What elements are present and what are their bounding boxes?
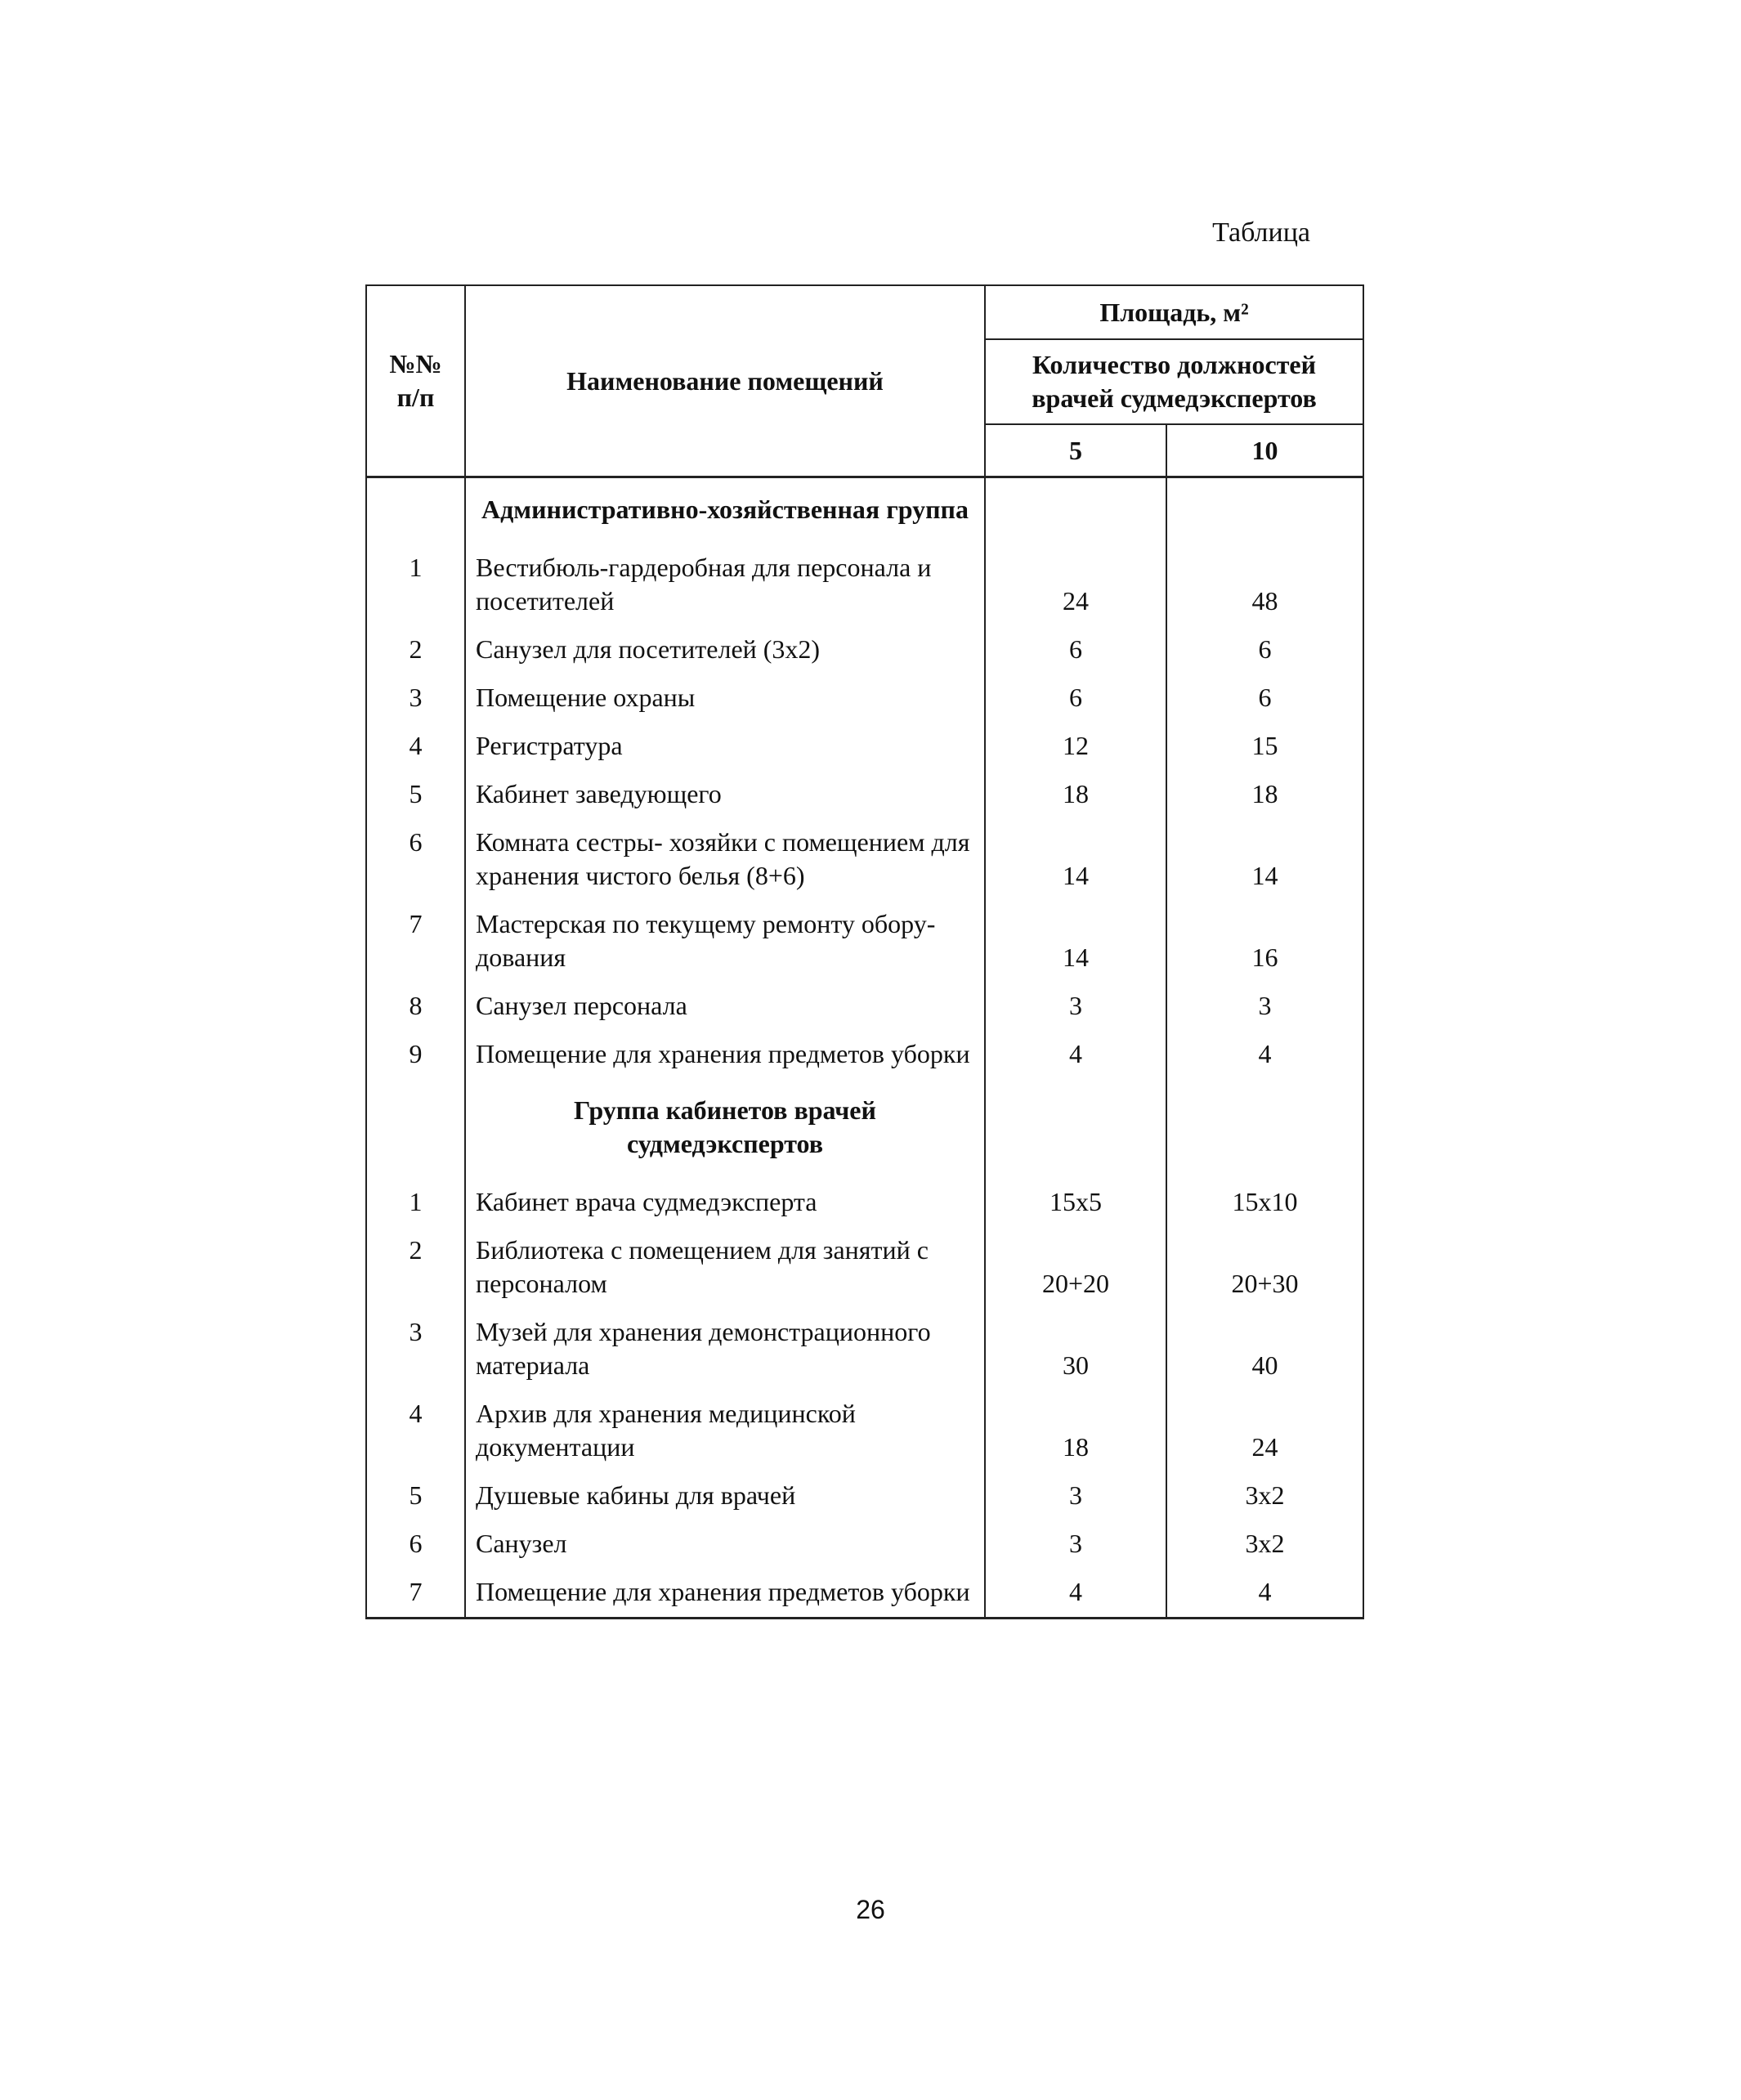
rooms-area-table [365, 284, 1364, 1619]
area-5-doctors: 20+20 [985, 1227, 1166, 1309]
room-name: Кабинет врача судмедэксперта [465, 1179, 985, 1227]
header-name: Наименование помещений [465, 285, 985, 477]
area-10-doctors: 18 [1166, 771, 1363, 819]
table-caption: Таблица [1212, 217, 1310, 248]
area-10-doctors: 24 [1166, 1390, 1363, 1472]
table-row [366, 626, 1363, 674]
area-5-doctors: 3 [985, 983, 1166, 1031]
room-name: Санузел [465, 1520, 985, 1569]
row-number: 1 [366, 544, 465, 626]
area-10-doctors: 3х2 [1166, 1520, 1363, 1569]
area-5-doctors: 30 [985, 1309, 1166, 1390]
table-body [366, 477, 1363, 1619]
room-name: Музей для хранения демонстрационного материала [465, 1309, 985, 1390]
area-10-doctors: 6 [1166, 626, 1363, 674]
table-row [366, 1227, 1363, 1309]
room-name: Помещение для хранения предметов уборки [465, 1031, 985, 1079]
area-5-doctors: 3 [985, 1472, 1166, 1520]
header-count: Количество должностей врачей судмедэкспертов [985, 339, 1363, 424]
row-number: 3 [366, 1309, 465, 1390]
room-name: Санузел для посетителей (3х2) [465, 626, 985, 674]
page-number: 26 [856, 1895, 885, 1924]
row-number: 2 [366, 1227, 465, 1309]
row-number: 4 [366, 723, 465, 771]
table-row [366, 544, 1363, 626]
room-name: Регистратура [465, 723, 985, 771]
area-10-doctors: 3х2 [1166, 1472, 1363, 1520]
area-5-doctors: 4 [985, 1569, 1166, 1619]
header-v5: 5 [985, 424, 1166, 477]
area-10-doctors: 48 [1166, 544, 1363, 626]
empty-cell [1166, 1079, 1363, 1179]
table-header [366, 285, 1363, 477]
area-5-doctors: 3 [985, 1520, 1166, 1569]
area-5-doctors: 6 [985, 674, 1166, 723]
header-num: №№ п/п [366, 285, 465, 477]
row-number: 7 [366, 901, 465, 983]
row-number: 4 [366, 1390, 465, 1472]
row-number: 8 [366, 983, 465, 1031]
area-5-doctors: 14 [985, 901, 1166, 983]
group-title: Административно-хозяйственная группа [465, 477, 985, 545]
area-5-doctors: 15х5 [985, 1179, 1166, 1227]
room-name: Мастерская по текущему ремонту обору-дования [465, 901, 985, 983]
group-title: Группа кабинетов врачей судмедэкспертов [465, 1079, 985, 1179]
room-name: Архив для хранения медицинской документации [465, 1390, 985, 1472]
area-10-doctors: 16 [1166, 901, 1363, 983]
table-row [366, 1472, 1363, 1520]
area-10-doctors: 4 [1166, 1031, 1363, 1079]
area-10-doctors: 4 [1166, 1569, 1363, 1619]
row-number: 5 [366, 1472, 465, 1520]
row-number: 1 [366, 1179, 465, 1227]
area-10-doctors: 14 [1166, 819, 1363, 901]
table-row [366, 674, 1363, 723]
area-10-doctors: 20+30 [1166, 1227, 1363, 1309]
table-row [366, 1390, 1363, 1472]
group-row [366, 1079, 1363, 1179]
row-number: 3 [366, 674, 465, 723]
table-row [366, 819, 1363, 901]
area-10-doctors: 3 [1166, 983, 1363, 1031]
header-v10: 10 [1166, 424, 1363, 477]
area-5-doctors: 18 [985, 1390, 1166, 1472]
area-10-doctors: 15 [1166, 723, 1363, 771]
table-row [366, 1569, 1363, 1619]
header-area: Площадь, м² [985, 285, 1363, 339]
empty-cell [366, 477, 465, 545]
table-row [366, 723, 1363, 771]
table-row [366, 1031, 1363, 1079]
area-5-doctors: 4 [985, 1031, 1166, 1079]
room-name: Вестибюль-гардеробная для персонала и посетителей [465, 544, 985, 626]
room-name: Комната сестры- хозяйки с помещением для хранения чистого белья (8+6) [465, 819, 985, 901]
empty-cell [985, 1079, 1166, 1179]
area-10-doctors: 6 [1166, 674, 1363, 723]
row-number: 2 [366, 626, 465, 674]
row-number: 7 [366, 1569, 465, 1619]
table-row [366, 1520, 1363, 1569]
group-row [366, 477, 1363, 545]
table-row [366, 771, 1363, 819]
row-number: 6 [366, 819, 465, 901]
row-number: 6 [366, 1520, 465, 1569]
row-number: 9 [366, 1031, 465, 1079]
room-name: Библиотека с помещением для занятий с персоналом [465, 1227, 985, 1309]
empty-cell [366, 1079, 465, 1179]
area-5-doctors: 18 [985, 771, 1166, 819]
row-number: 5 [366, 771, 465, 819]
area-10-doctors: 40 [1166, 1309, 1363, 1390]
area-5-doctors: 12 [985, 723, 1166, 771]
room-name: Помещение охраны [465, 674, 985, 723]
room-name: Санузел персонала [465, 983, 985, 1031]
area-10-doctors: 15х10 [1166, 1179, 1363, 1227]
room-name: Помещение для хранения предметов уборки [465, 1569, 985, 1619]
empty-cell [1166, 477, 1363, 545]
empty-cell [985, 477, 1166, 545]
area-5-doctors: 6 [985, 626, 1166, 674]
room-name: Кабинет заведующего [465, 771, 985, 819]
table-row [366, 1179, 1363, 1227]
area-5-doctors: 24 [985, 544, 1166, 626]
table-row [366, 983, 1363, 1031]
area-5-doctors: 14 [985, 819, 1166, 901]
table-row [366, 901, 1363, 983]
room-name: Душевые кабины для врачей [465, 1472, 985, 1520]
table-row [366, 1309, 1363, 1390]
